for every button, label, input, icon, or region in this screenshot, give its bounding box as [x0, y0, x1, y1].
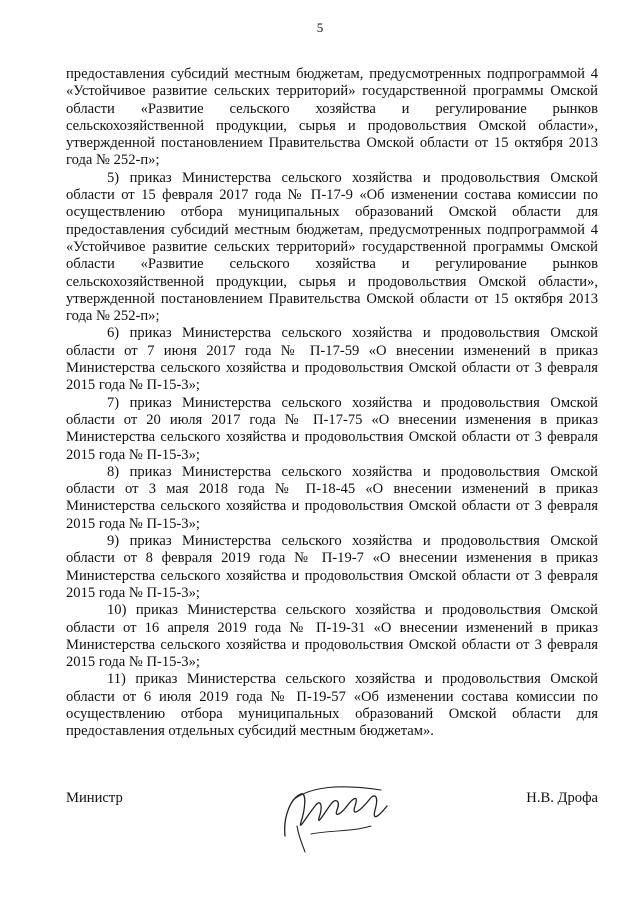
handwritten-signature: [271, 776, 401, 854]
document-body: [66, 66, 598, 741]
list-item: 8) приказ Министерства сельского хозяйства и продовольствия Омской области от 3 мая 2018 года № П-18-45 «О внесении изменений в приказ Министерства сельского хозяйства и продовольствия Омской области от 3 февраля 2015 года № П-15-3»;: [66, 463, 598, 532]
list-item: 7) приказ Министерства сельского хозяйства и продовольствия Омской области от 20 июля 2017 года № П-17-75 «О внесении изменения в приказ Министерства сельского хозяйства и продовольствия Омской области от 3 февраля 2015 года № П-15-3»;: [66, 394, 598, 463]
list-item: 10) приказ Министерства сельского хозяйства и продовольствия Омской области от 16 апреля 2019 года № П-19-31 «О внесении изменений в приказ Министерства сельского хозяйства и продовольствия Омской области от 3 февраля 2015 года № П-15-3»;: [66, 602, 598, 671]
list-item: 5) приказ Министерства сельского хозяйства и продовольствия Омской области от 15 февраля 2017 года № П-17-9 «Об изменении состава комиссии по осуществлению отбора муниципальных образований Омской области для предоставления субсидий местным бюджетам, предусмотренных подпрограммой 4 «Устойчивое развитие сельских территорий» государственной программы Омской области «Развитие сельского хозяйства и регулирование рынков сельскохозяйственной продукции, сырья и продовольствия Омской области», утвержденной постановлением Правительства Омской области от 15 октября 2013 года № 252-п»;: [66, 169, 598, 325]
minister-title: Министр: [66, 790, 123, 806]
list-item: 6) приказ Министерства сельского хозяйства и продовольствия Омской области от 7 июня 2017 года № П-17-59 «О внесении изменений в приказ Министерства сельского хозяйства и продовольствия Омской области от 3 февраля 2015 года № П-15-3»;: [66, 325, 598, 394]
minister-name: Н.В. Дрофа: [526, 790, 598, 806]
list-item: 11) приказ Министерства сельского хозяйства и продовольствия Омской области от 6 июля 2019 года № П-19-57 «Об изменении состава комиссии по осуществлению отбора муниципальных образований Омской области для предоставления отдельных субсидий местным бюджетам».: [66, 671, 598, 740]
continuation-paragraph: предоставления субсидий местным бюджетам, предусмотренных подпрограммой 4 «Устойчивое развитие сельских территорий» государственной программы Омской области «Развитие сельского хозяйства и регулирование рынков сельскохозяйственной продукции, сырья и продовольствия Омской области», утвержденной постановлением Правительства Омской области от 15 октября 2013 года № 252-п»;: [66, 66, 598, 169]
list-item: 9) приказ Министерства сельского хозяйства и продовольствия Омской области от 8 февраля 2019 года № П-19-7 «О внесении изменения в приказ Министерства сельского хозяйства и продовольствия Омской области от 3 февраля 2015 года № П-15-3»;: [66, 533, 598, 601]
page-number: 5: [316, 20, 324, 35]
signature-block: [66, 790, 598, 880]
